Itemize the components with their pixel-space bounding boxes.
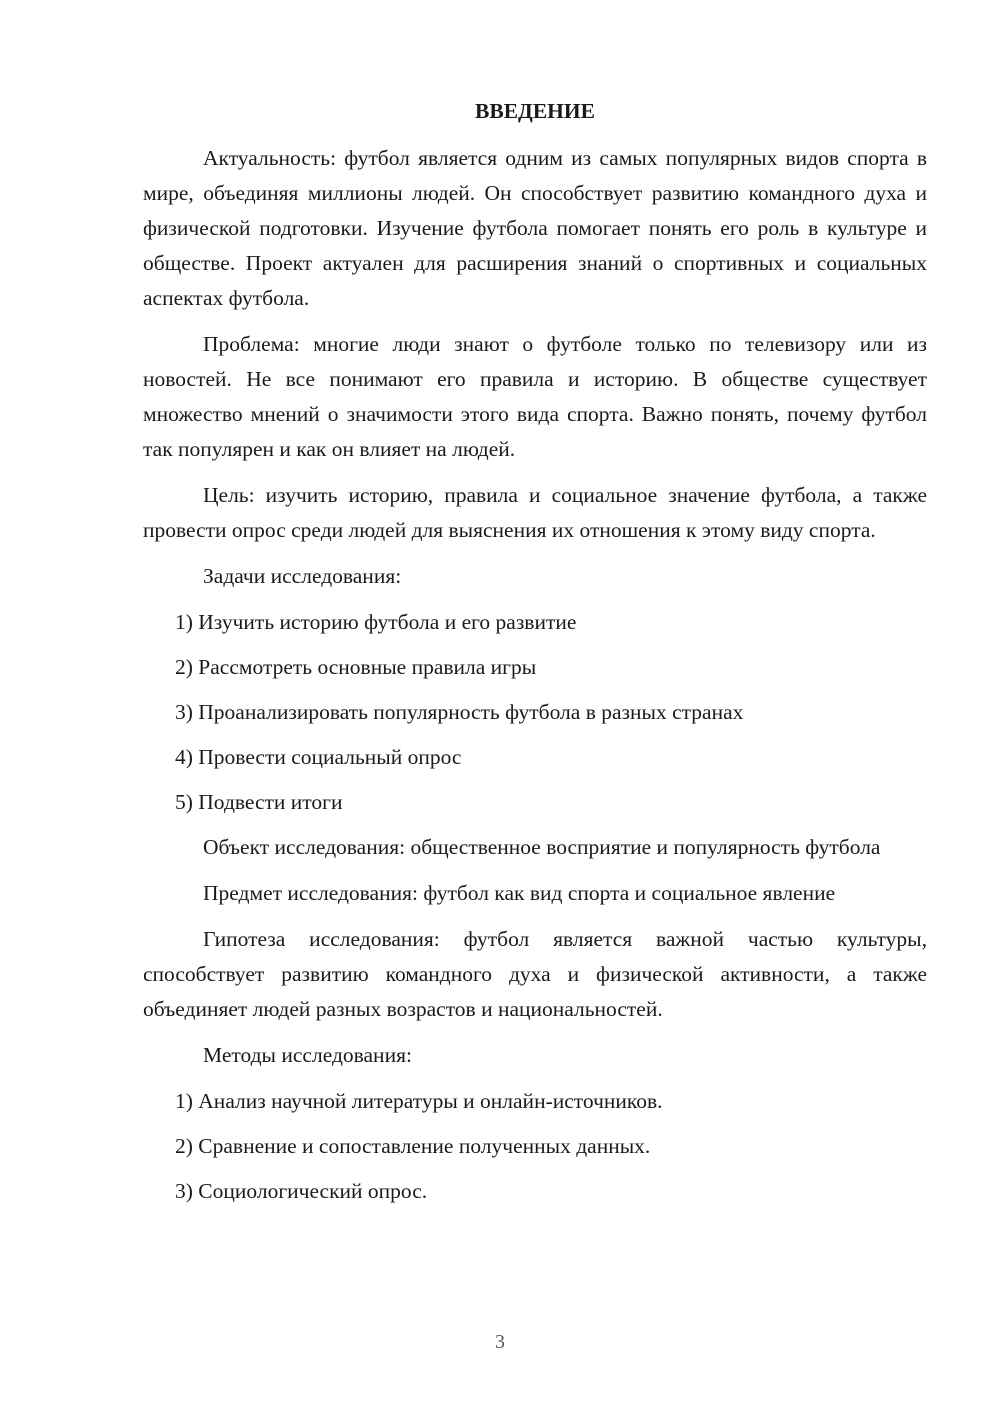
document-page <box>143 94 927 1219</box>
tasks-heading: Задачи исследования: <box>203 564 402 588</box>
relevance-paragraph: Актуальность: футбол является одним из самых популярных видов спорта в мире, объединяя миллионы людей. Он способствует развитию командного духа и физической подготовки. Изучение футбола помогает понять его роль в культуре и обществе. Проект актуален для расширения знаний о спортивных и социальных аспектах футбола. <box>143 146 927 310</box>
task-item: 1) Изучить историю футбола и его развитие <box>175 610 577 634</box>
method-item: 3) Социологический опрос. <box>175 1179 428 1203</box>
section-title: ВВЕДЕНИЕ <box>475 99 595 123</box>
methods-heading: Методы исследования: <box>203 1043 412 1067</box>
task-item: 5) Подвести итоги <box>175 790 343 814</box>
task-item: 3) Проанализировать популярность футбола в разных странах <box>175 700 744 724</box>
task-item: 4) Провести социальный опрос <box>175 745 462 769</box>
method-item: 2) Сравнение и сопоставление полученных данных. <box>175 1134 651 1158</box>
page-number: 3 <box>495 1331 505 1353</box>
object-paragraph: Объект исследования: общественное восприятие и популярность футбола <box>203 835 881 859</box>
problem-paragraph: Проблема: многие люди знают о футболе только по телевизору или из новостей. Не все понимают его правила и историю. В обществе существует множество мнений о значимости этого вида спорта. Важно понять, почему футбол так популярен и как он влияет на людей. <box>143 332 927 461</box>
task-item: 2) Рассмотреть основные правила игры <box>175 655 537 679</box>
tasks-list <box>143 605 927 820</box>
hypothesis-paragraph: Гипотеза исследования: футбол является важной частью культуры, способствует развитию командного духа и физической активности, а также объединяет людей разных возрастов и национальностей. <box>143 927 927 1021</box>
subject-paragraph: Предмет исследования: футбол как вид спорта и социальное явление <box>203 881 836 905</box>
goal-paragraph: Цель: изучить историю, правила и социальное значение футбола, а также провести опрос среди людей для выяснения их отношения к этому виду спорта. <box>143 483 927 542</box>
methods-list <box>143 1084 927 1209</box>
method-item: 1) Анализ научной литературы и онлайн-источников. <box>175 1089 663 1113</box>
